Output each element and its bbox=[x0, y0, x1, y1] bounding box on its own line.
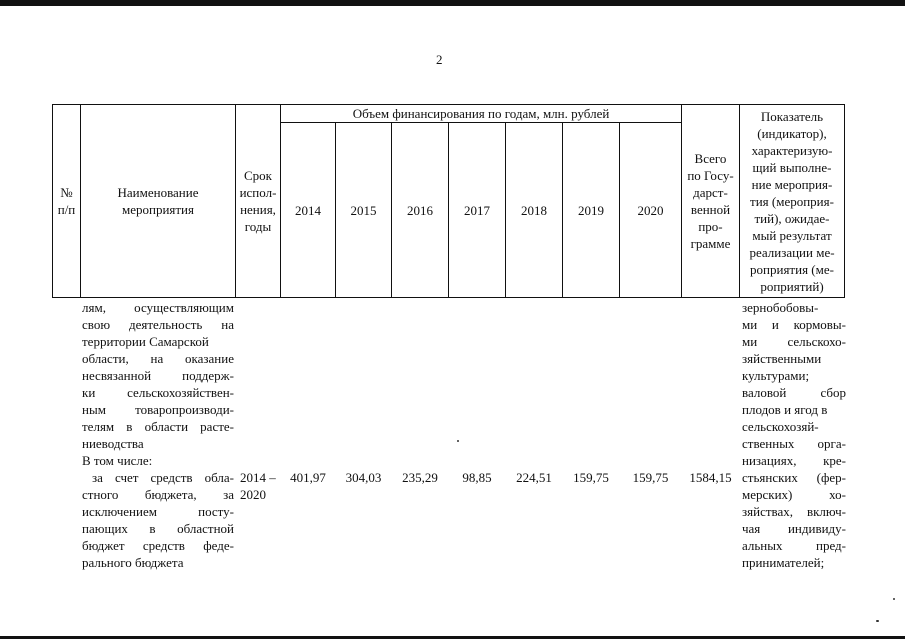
value-2015: 304,03 bbox=[345, 470, 382, 485]
value-2014: 401,97 bbox=[290, 470, 326, 485]
header-year-2020: 2020 bbox=[637, 202, 664, 218]
header-total: Всего по Госу- дарст- венной про- грамме bbox=[687, 151, 734, 251]
header-indicator: Показатель (индикатор), характеризую- щий выполне- ние мероприя- тия (мероприя- тий), ожидае- мый результат реализации ме- роприятия (ме- роприятий) bbox=[749, 108, 835, 294]
value-total: 1584,15 bbox=[689, 470, 732, 485]
header-year-2019: 2019 bbox=[578, 202, 604, 218]
value-2016: 235,29 bbox=[402, 470, 438, 485]
page-number: 2 bbox=[436, 52, 443, 67]
header-year-2015: 2015 bbox=[350, 202, 377, 218]
header-term: Срок испол- нения, годы bbox=[239, 168, 277, 234]
value-2019: 159,75 bbox=[573, 470, 609, 485]
header-funding-group: Объем финансирования по годам, млн. рублей bbox=[352, 106, 610, 121]
term-value: 2014 – 2020 bbox=[240, 470, 276, 502]
indicator-text: зернобобовы- ми и кормовы- ми сельскохо- зяйственными культурами; валовой сбор плодов и ягод в сельскохозяй- ственных орга- низациях, кре- стьянских (фер- мерских) хо- зяйствах, включ- чая индивиду- альных пред- принимателей; bbox=[742, 300, 846, 570]
bottom-border-bar bbox=[0, 636, 905, 639]
top-border-bar bbox=[0, 0, 905, 6]
header-year-2018: 2018 bbox=[521, 202, 547, 218]
scan-speck bbox=[893, 598, 895, 600]
header-year-2014: 2014 bbox=[295, 202, 321, 218]
activity-name-text: лям, осуществляющим свою деятельность на территории Самарской области, на оказание несвязанной поддерж- ки сельскохозяйствен- ным товаропроизводи- телям в области расте- ниеводства В том числе: за счет средств обла- стного бюджета, за исключением посту- пающих в областной бюджет средств феде- рального бюджета bbox=[82, 300, 234, 570]
value-2017: 98,85 bbox=[462, 470, 492, 485]
scan-speck bbox=[876, 620, 879, 622]
header-year-2016: 2016 bbox=[407, 202, 433, 218]
in-total-label: В том числе: bbox=[82, 453, 153, 468]
header-year-2017: 2017 bbox=[464, 202, 490, 218]
value-2020: 159,75 bbox=[632, 470, 669, 485]
header-number: № п/п bbox=[57, 185, 76, 217]
value-2018: 224,51 bbox=[516, 470, 552, 485]
scan-speck bbox=[457, 440, 459, 442]
header-activity-name: Наименование мероприятия bbox=[117, 185, 199, 217]
